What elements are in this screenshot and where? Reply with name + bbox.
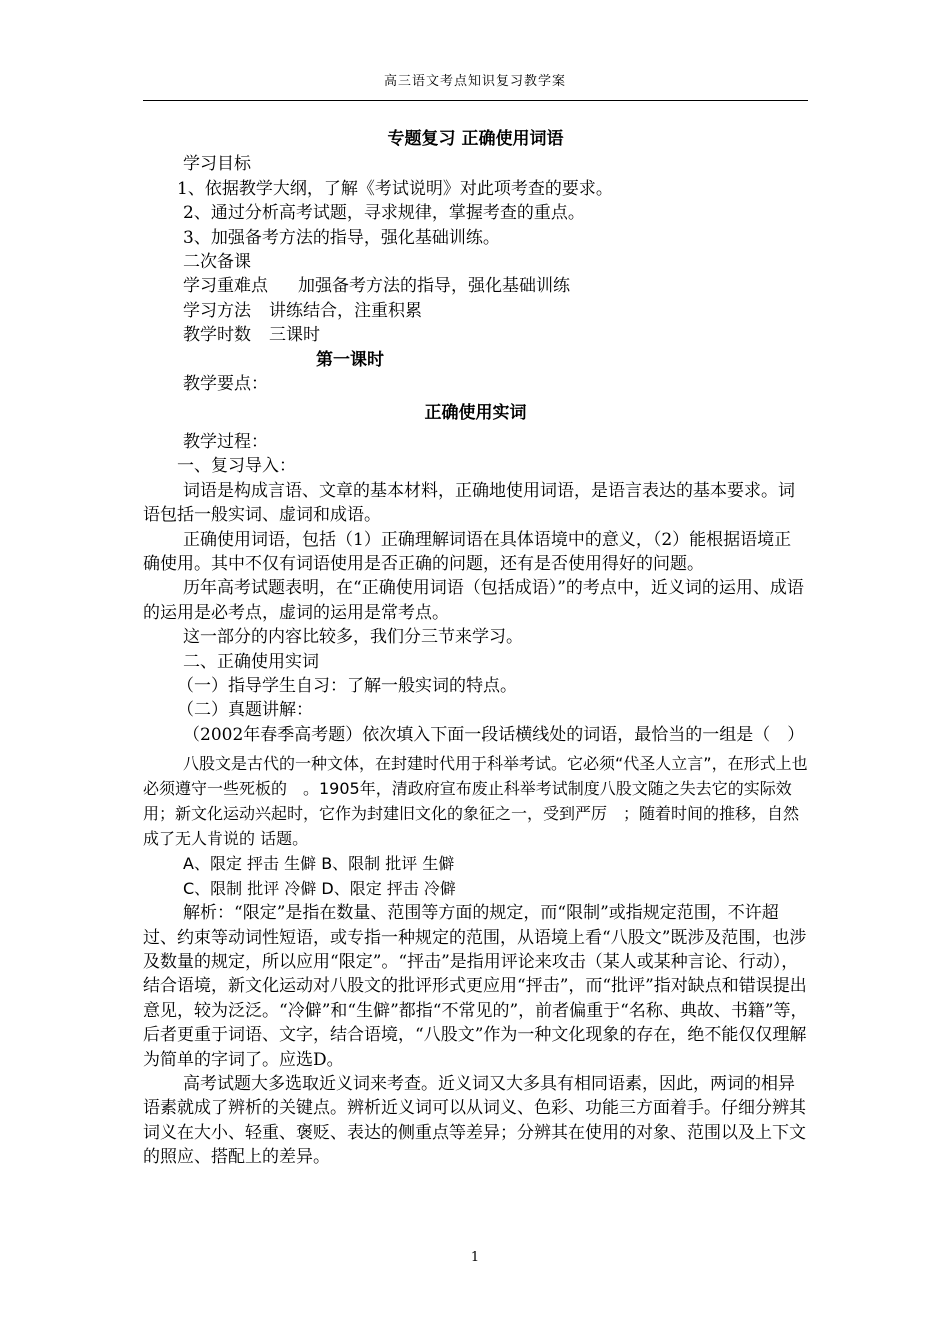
section-heading: 二、正确使用实词 bbox=[183, 651, 319, 672]
method-label: 学习方法 bbox=[183, 300, 251, 321]
paragraph: 这一部分的内容比较多，我们分三节来学习。 bbox=[183, 627, 523, 648]
method-value: 讲练结合，注重积累 bbox=[269, 300, 422, 321]
goal-item: 1、依据教学大纲，了解《考试说明》对此项考查的要求。 bbox=[177, 178, 613, 199]
lesson-heading: 第一课时 bbox=[316, 349, 384, 370]
goals-heading: 学习目标 bbox=[183, 154, 251, 175]
hours-row bbox=[143, 323, 808, 347]
analysis: 解析：“限定”是指在数量、范围等方面的规定，而“限制”或指规定范围，不许超过、约束等动词性短语，或专指一种规定的范围，从语境上看“八股文”既涉及范围，也涉及数量的规定，所以应用“限定”。“抨击”是指用评论来攻击（某人或某种言论、行动），结合语境，新文化运动对八股文的批评形式更应用“抨击”，而“批评”指对缺点和错误提出意见，较为泛泛。“冷僻”和“生僻”都指“不常见的”，前者偏重于“名称、典故、书籍”等，后者更重于词语、文字，结合语境，“八股文”作为一种文化现象的存在，绝不能仅仅理解为简单的字词了。应选D。 bbox=[143, 903, 808, 1070]
question-intro: （2002年春季高考题）依次填入下面一段话横线处的词语，最恰当的一组是（ ） bbox=[183, 724, 805, 745]
document-body bbox=[143, 127, 808, 1170]
subsection: （二）真题讲解： bbox=[177, 700, 313, 721]
process-label: 教学过程： bbox=[183, 431, 268, 452]
paragraph: 正确使用词语，包括（1）正确理解词语在具体语境中的意义，（2）能根据语境正确使用。其中不仅有词语使用是否正确的问题，还有是否使用得好的问题。 bbox=[143, 529, 792, 574]
goal-item: 2、通过分析高考试题，寻求规律，掌握考查的重点。 bbox=[183, 203, 585, 224]
key-points-label: 教学要点： bbox=[183, 374, 268, 395]
answer-options: A、限定 抨击 生僻 B、限制 批评 生僻 bbox=[183, 854, 455, 874]
subsection: （一）指导学生自习：了解一般实词的特点。 bbox=[177, 675, 517, 696]
page-number: 1 bbox=[470, 1250, 480, 1265]
hours-label: 教学时数 bbox=[183, 325, 251, 346]
hours-value: 三课时 bbox=[269, 325, 320, 346]
focus-label: 学习重难点 bbox=[183, 276, 268, 297]
second-prep-label: 二次备课 bbox=[183, 252, 251, 273]
question-passage: 八股文是古代的一种文体，在封建时代用于科举考试。它必须“代圣人立言”，在形式上也必须遵守一些死板的 。1905年，清政府宣布废止科举考试制度八股文随之失去它的实际效用；新文化运动兴起时，它作为封建旧文化的象征之一，受到严厉 ；随着时间的推移，自然成了无人肯说的 话题。 bbox=[143, 754, 808, 849]
paragraph: 历年高考试题表明，在“正确使用词语（包括成语）”的考点中，近义词的运用、成语的运用是必考点，虚词的运用是常考点。 bbox=[143, 578, 804, 623]
paragraph: 高考试题大多选取近义词来考查。近义词又大多具有相同语素，因此，两词的相异语素就成了辨析的关键点。辨析近义词可以从词义、色彩、功能三方面着手。仔细分辨其词义在大小、轻重、褒贬、表达的侧重点等差异；分辨其在使用的对象、范围以及上下文的照应、搭配上的差异。 bbox=[143, 1074, 806, 1168]
answer-options: C、限制 批评 冷僻 D、限定 抨击 冷僻 bbox=[183, 879, 456, 899]
method-row bbox=[143, 299, 808, 323]
section-heading: 一、复习导入： bbox=[177, 456, 296, 477]
running-header: 高三语文考点知识复习教学案 bbox=[383, 74, 566, 89]
focus-value: 加强备考方法的指导，强化基础训练 bbox=[298, 276, 570, 297]
paragraph: 词语是构成言语、文章的基本材料，正确地使用词语，是语言表达的基本要求。词语包括一般实词、虚词和成语。 bbox=[143, 480, 795, 526]
goal-item: 3、加强备考方法的指导，强化基础训练。 bbox=[183, 227, 500, 248]
header-rule bbox=[143, 100, 808, 101]
section-subtitle: 正确使用实词 bbox=[424, 403, 527, 424]
focus-row bbox=[143, 274, 808, 298]
document-title: 专题复习 正确使用词语 bbox=[387, 129, 564, 149]
